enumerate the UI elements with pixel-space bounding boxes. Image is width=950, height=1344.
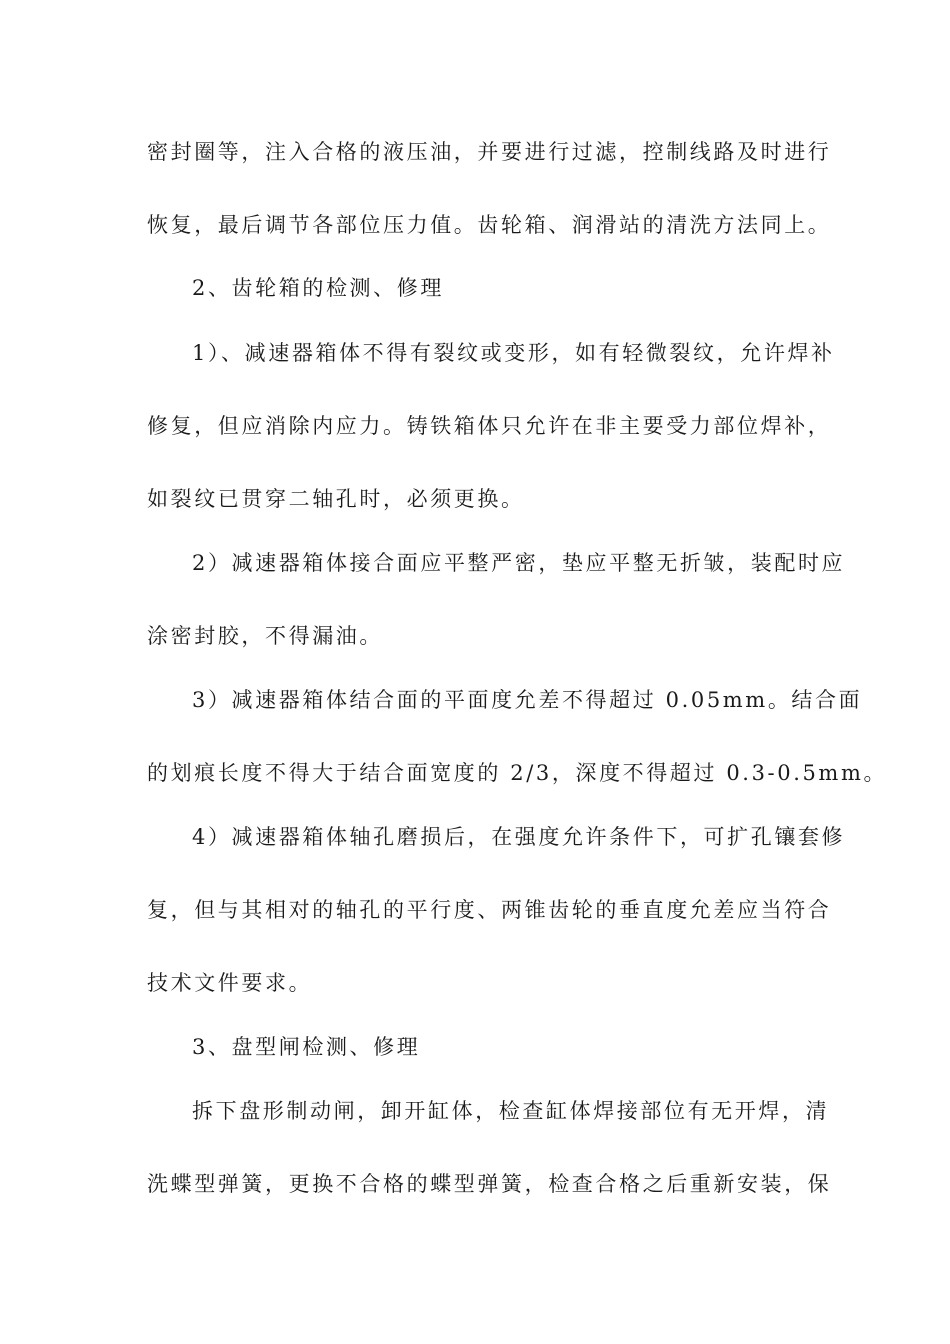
text-line: 的划痕长度不得大于结合面宽度的 2/3，深度不得超过 0.3-0.5mm。 [147, 761, 888, 785]
text-line: 恢复，最后调节各部位压力值。齿轮箱、润滑站的清洗方法同上。 [147, 213, 832, 237]
text-line: 复，但与其相对的轴孔的平行度、两锥齿轮的垂直度允差应当符合 [147, 898, 832, 922]
text-line: 涂密封胶，不得漏油。 [147, 624, 383, 648]
text-line: 2）减速器箱体接合面应平整严密，垫应平整无折皱，装配时应 [192, 551, 846, 575]
text-line: 修复，但应消除内应力。铸铁箱体只允许在非主要受力部位焊补， [147, 414, 832, 438]
text-line: 技术文件要求。 [147, 971, 313, 995]
text-line: 拆下盘形制动闸，卸开缸体，检查缸体焊接部位有无开焊，清 [192, 1099, 830, 1123]
text-line: 洗蝶型弹簧，更换不合格的蝶型弹簧，检查合格之后重新安装，保 [147, 1172, 832, 1196]
text-line: 密封圈等，注入合格的液压油，并要进行过滤，控制线路及时进行 [147, 140, 832, 164]
section-heading: 3、盘型闸检测、修理 [192, 1035, 421, 1059]
text-line: 4）减速器箱体轴孔磨损后，在强度允许条件下，可扩孔镶套修 [192, 825, 846, 849]
section-heading: 2、齿轮箱的检测、修理 [192, 276, 444, 300]
text-line: 如裂纹已贯穿二轴孔时，必须更换。 [147, 487, 525, 511]
text-line: 3）减速器箱体结合面的平面度允差不得超过 0.05mm。结合面 [192, 688, 863, 712]
text-line: 1）、减速器箱体不得有裂纹或变形，如有轻微裂纹，允许焊补 [192, 341, 835, 365]
